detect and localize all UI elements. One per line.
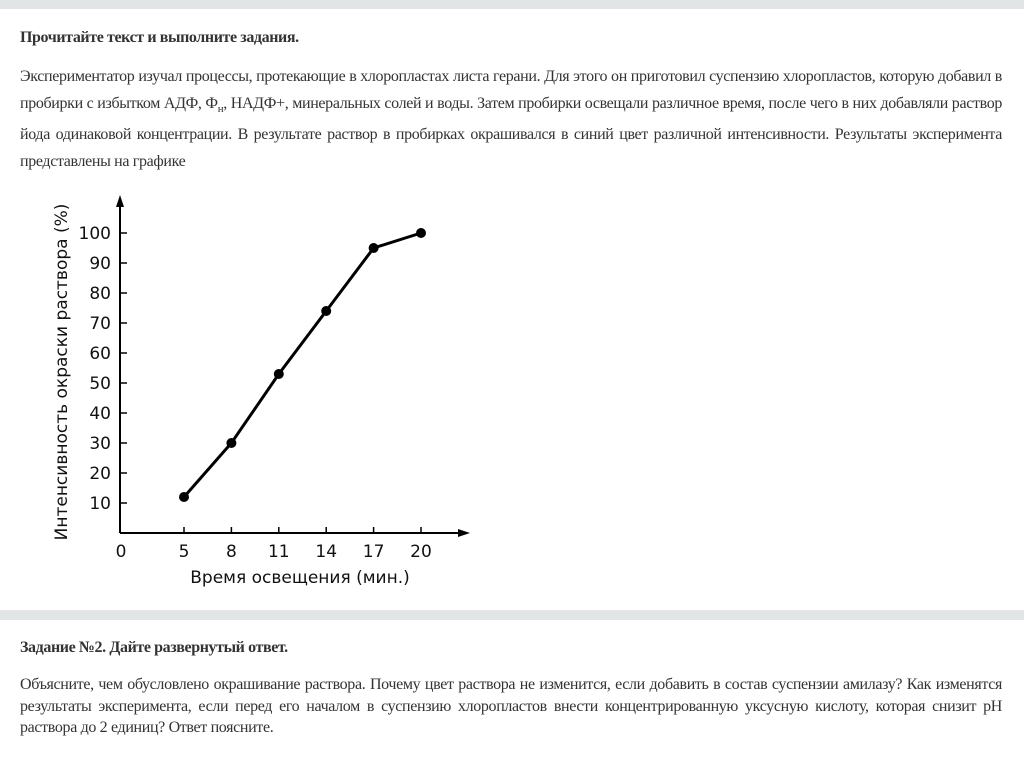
axes — [116, 195, 470, 537]
y-tick-label: 10 — [89, 494, 111, 514]
y-tick-label: 50 — [89, 374, 111, 394]
x-origin-label: 0 — [115, 542, 127, 562]
x-tick-label: 14 — [315, 542, 338, 562]
y-tick-label: 40 — [89, 404, 111, 424]
y-tick-label: 90 — [89, 254, 111, 274]
series-line — [184, 233, 421, 497]
data-point — [179, 492, 189, 502]
experiment-description — [20, 64, 1002, 175]
task-text: Объясните, чем обусловлено окрашивание раствора. Почему цвет раствора не изменится, если добавить в состав суспензии амилазу? Как изменятся результаты эксперимента, если перед его началом в суспензию хлоропластов внести концентрированную уксусную кислоту, которая снизит pH раствора до 2 единиц? Ответ поясните. — [20, 676, 1002, 736]
description-text-cont: , НАДФ+, минеральных солей и воды. Затем пробирки освещали различное время, после чего в них добавляли раствор йода одинаковой концентрации. В результате раствор в пробирках окрашивался в синий цвет различной интенсивности. Результаты эксперимента представлены на графике — [20, 94, 1002, 170]
data-point — [369, 243, 379, 253]
y-tick-label: 60 — [89, 344, 111, 364]
x-axis-label: Время освещения (мин.) — [190, 568, 410, 588]
x-tick-label: 5 — [178, 542, 190, 562]
y-tick-label: 30 — [89, 434, 111, 454]
x-tick-label: 11 — [267, 542, 290, 562]
data-point — [321, 306, 331, 316]
y-axis-arrow — [116, 195, 124, 207]
y-tick-label: 80 — [89, 284, 111, 304]
top-divider — [0, 0, 1024, 9]
x-tick-label: 8 — [225, 542, 237, 562]
description-text: Экспериментатор изучал процессы, протекающие в хлоропластах листа герани. Для этого он приготовил суспензию хлоропластов, которую добавил в пробирки с избытком АДФ, Ф — [20, 68, 1002, 112]
y-tick-label: 20 — [89, 464, 111, 484]
data-point — [416, 228, 426, 238]
section-divider — [0, 610, 1024, 620]
data-point — [226, 438, 236, 448]
y-tick-label: 70 — [89, 314, 111, 334]
data-point — [274, 369, 284, 379]
line-chart — [0, 185, 520, 595]
subscript: н — [217, 102, 224, 115]
section-heading: Прочитайте текст и выполните задания. — [20, 29, 299, 46]
task-heading: Задание №2. Дайте развернутый ответ. — [20, 639, 288, 656]
x-tick-label: 17 — [362, 542, 385, 562]
x-tick-label: 20 — [410, 542, 432, 562]
y-axis-label: Интенсивность окраски раствора (%) — [52, 203, 72, 541]
x-axis-arrow — [458, 529, 470, 537]
y-tick-label: 100 — [78, 224, 111, 244]
